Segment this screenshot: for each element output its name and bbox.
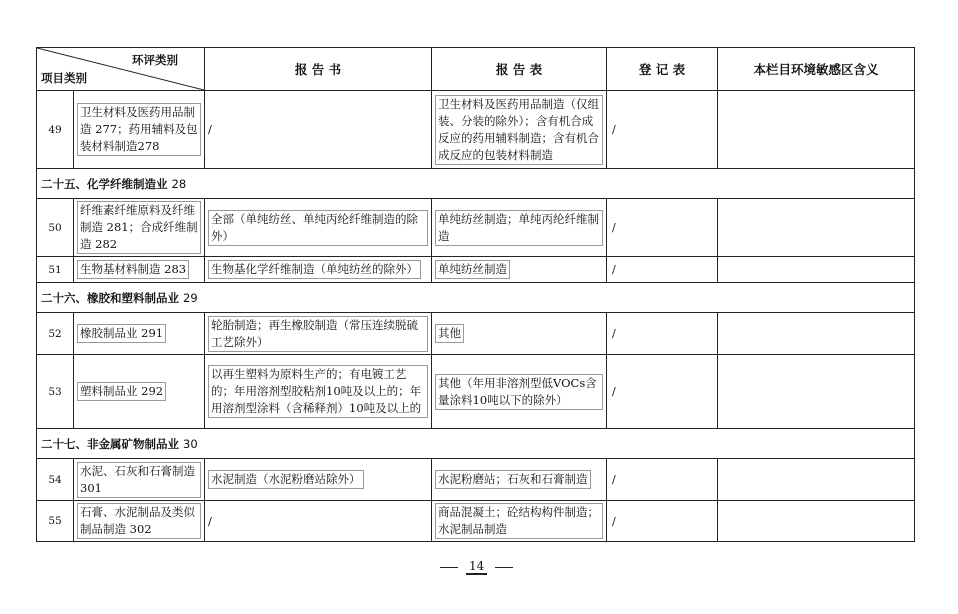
report-book-cell-text: / [208,513,212,528]
regulation-table-page [36,47,914,542]
row-number [37,313,74,355]
report-form-cell-text: 其他 [435,324,464,343]
footer-dash-right [495,567,513,568]
registration-cell [607,355,718,429]
table-row [37,91,915,169]
registration-cell [607,199,718,257]
report-form-cell-text: 水泥粉磨站；石灰和石膏制造 [435,470,591,489]
report-form-cell [432,199,607,257]
header-report-book: 报 告 书 [205,48,432,91]
report-form-cell [432,257,607,283]
footer-dash-left [440,567,458,568]
row-number-text: 52 [48,327,62,340]
section-row [37,429,915,459]
report-book-cell [205,91,432,169]
table-row [37,459,915,501]
row-number [37,257,74,283]
registration-cell-text: / [612,263,616,276]
row-number-text: 51 [48,263,62,276]
section-title: 二十五、化学纤维制造业 [41,176,168,191]
project-category-cell [74,199,205,257]
section-code: 30 [183,436,198,451]
row-number [37,501,74,542]
table-header-row [37,48,915,91]
report-form-cell-text: 卫生材料及医药用品制造（仅组装、分装的除外）；含有机合成反应的药用辅料制造；含有机合成反应的包装材料制造 [435,95,603,165]
registration-cell-text: / [612,327,616,340]
registration-cell-text: / [612,514,616,528]
registration-cell [607,257,718,283]
table-row [37,199,915,257]
table-row [37,313,915,355]
report-book-cell-text: 以再生塑料为原料生产的；有电镀工艺的；年用溶剂型胶粘剂10吨及以上的；年用溶剂型涂料（含稀释剂）10吨及以上的 [208,365,428,418]
page-footer [440,559,513,575]
project-category-cell [74,355,205,429]
section-heading [37,283,915,313]
row-number-text: 55 [48,515,62,527]
section-code: 28 [171,176,187,191]
row-number-text: 50 [48,221,62,234]
table-row [37,257,915,283]
table-row [37,501,915,542]
project-category-cell [74,257,205,283]
report-form-cell-text: 单纯纺丝制造；单纯丙纶纤维制造 [435,210,603,246]
project-category-cell-text: 塑料制品业 292 [77,382,166,401]
row-number-text: 49 [48,123,62,136]
report-book-cell-text: 水泥制造（水泥粉磨站除外） [208,470,364,489]
sensitive-area-cell [718,199,915,257]
registration-cell [607,501,718,542]
report-book-cell [205,199,432,257]
report-book-cell-text: 全部（单纯纺丝、单纯丙纶纤维制造的除外） [208,210,428,246]
eia-classification-table [36,47,915,542]
row-number [37,91,74,169]
section-row [37,169,915,199]
registration-cell [607,313,718,355]
report-book-cell-text: 生物基化学纤维制造（单纯纺丝的除外） [208,260,421,279]
report-form-cell [432,355,607,429]
registration-cell [607,91,718,169]
registration-cell [607,459,718,501]
section-heading [37,169,915,199]
report-book-cell [205,501,432,542]
row-number [37,355,74,429]
project-category-cell-text: 生物基材料制造 283 [77,260,189,279]
report-book-cell [205,459,432,501]
report-form-cell [432,91,607,169]
project-category-cell-text: 石膏、水泥制品及类似制品制造 302 [77,503,201,539]
project-category-cell-text: 纤维素纤维原料及纤维制造 281；合成纤维制造 282 [77,201,201,254]
project-category-cell [74,91,205,169]
report-form-cell [432,501,607,542]
report-form-cell-text: 单纯纺丝制造 [435,260,510,279]
section-row [37,283,915,313]
report-book-cell [205,355,432,429]
section-title: 二十六、橡胶和塑料制品业 [41,290,179,305]
project-category-cell [74,459,205,501]
header-report-form: 报 告 表 [432,48,607,91]
project-category-cell-text: 卫生材料及医药用品制造 277；药用辅料及包装材料制造278 [77,103,201,156]
diagonal-header-cell [37,48,205,91]
header-registration-form: 登 记 表 [607,48,718,91]
report-book-cell-text: 轮胎制造；再生橡胶制造（常压连续脱硫工艺除外） [208,316,428,352]
section-title: 二十七、非金属矿物制品业 [41,436,179,451]
registration-cell-text: / [612,123,616,136]
project-category-cell [74,313,205,355]
page-number: 14 [466,559,487,575]
header-assessment-category: 环评类别 [132,53,178,67]
sensitive-area-cell [718,355,915,429]
report-form-cell [432,459,607,501]
registration-cell-text: / [612,385,616,398]
sensitive-area-cell [718,459,915,501]
sensitive-area-cell [718,501,915,542]
report-form-cell [432,313,607,355]
project-category-cell-text: 橡胶制品业 291 [77,324,166,343]
report-form-cell-text: 其他（年用非溶剂型低VOCs含量涂料10吨以下的除外） [435,374,603,410]
row-number-text: 54 [48,473,62,486]
section-code: 29 [183,290,198,305]
project-category-cell-text: 水泥、石灰和石膏制造 301 [77,462,201,498]
registration-cell-text: / [612,473,616,486]
header-project-category: 项目类别 [41,71,87,85]
row-number [37,459,74,501]
sensitive-area-cell [718,91,915,169]
table-row [37,355,915,429]
section-heading [37,429,915,459]
sensitive-area-cell [718,257,915,283]
sensitive-area-cell [718,313,915,355]
table-body [37,91,915,542]
project-category-cell [74,501,205,542]
row-number [37,199,74,257]
header-sensitive-area: 本栏目环境敏感区含义 [718,48,915,91]
report-book-cell-text: / [208,122,212,136]
report-book-cell [205,257,432,283]
report-form-cell-text: 商品混凝土；砼结构构件制造；水泥制品制造 [435,503,603,539]
report-book-cell [205,313,432,355]
row-number-text: 53 [48,385,62,398]
registration-cell-text: / [612,221,616,234]
